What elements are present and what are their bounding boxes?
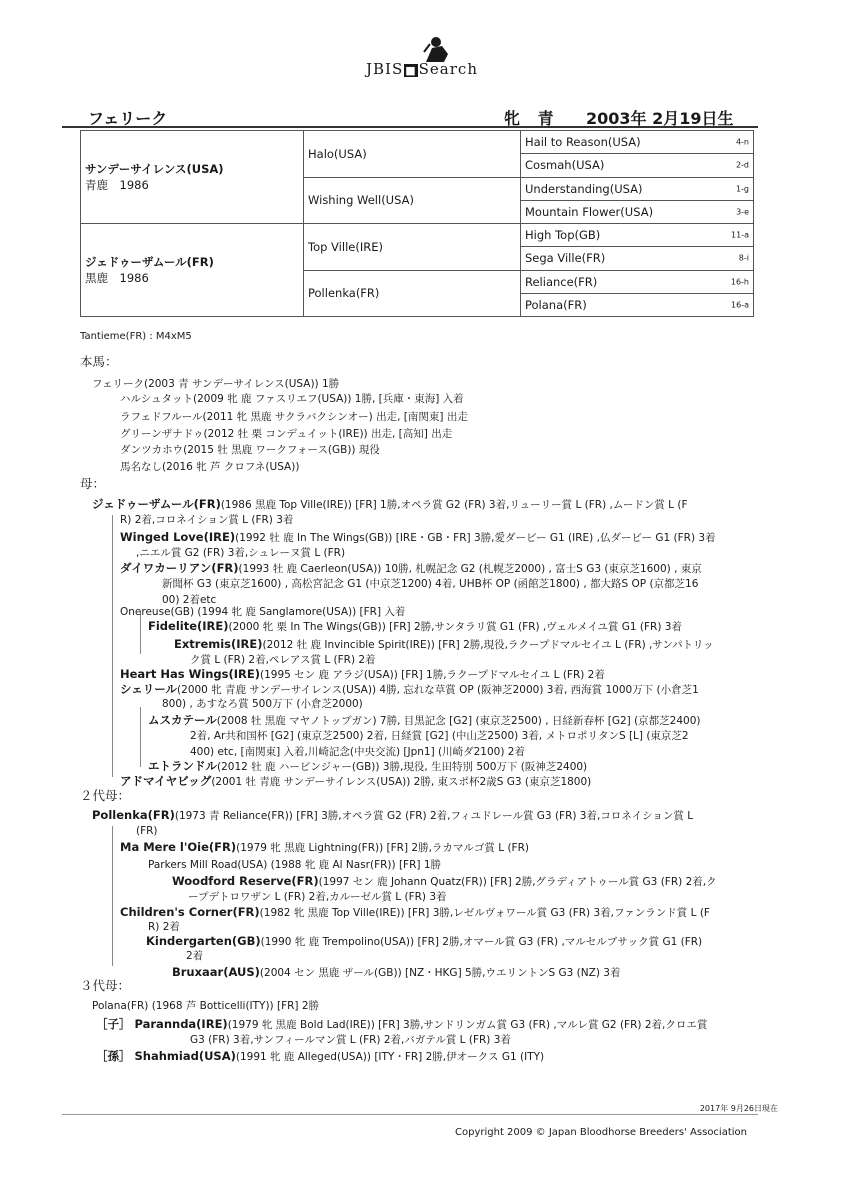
record-text: (2008 牡 黒鹿 マヤノトップガン) 7勝, 目黒記念 [G2] (東京芝2500) , 日経新春杯 [G2] (京都芝2400) (216, 715, 701, 727)
record-text: ラフェドフルール(2011 牝 黒鹿 サクラバクシンオー) 出走, [南関東] 出走 (120, 411, 468, 423)
record-text: Polana(FR) (1968 芦 Botticelli(ITY)) [FR] 2勝 (92, 1000, 320, 1012)
horse-name: フェリーク (88, 109, 168, 128)
record-line (148, 759, 587, 774)
logo-text-jbis: JBIS (366, 60, 404, 78)
record-line (190, 653, 376, 667)
family-number: 3-e (736, 207, 749, 217)
tree-guide (140, 707, 141, 767)
gen2-cell: Pollenka(FR) (304, 270, 521, 317)
horse-name-bold: ムスカテール (148, 713, 217, 727)
family-number: 8-i (738, 253, 749, 263)
horse-name-bold: アドマイヤビッグ (120, 774, 212, 788)
footer-rule (62, 1114, 758, 1115)
record-text: (1979 牝 黒鹿 Bold Lad(IRE)) [FR] 3勝,サンドリンガム賞 G3 (FR) ,マルレ賞 G2 (FR) 2着,クロエ賞 (227, 1019, 708, 1031)
sire-cell (81, 131, 304, 224)
record-line (120, 840, 529, 855)
logo-block-icon: ■ (405, 64, 417, 77)
record-line (172, 965, 620, 980)
record-line (92, 808, 693, 823)
record-line (120, 774, 591, 789)
dam-name: ジェドゥーザムール(FR) (85, 255, 214, 269)
gen3-cell: Sega Ville(FR) 8-i (521, 247, 754, 270)
family-number: 16-a (731, 300, 749, 310)
gen2-cell: Wishing Well(USA) (304, 177, 521, 224)
jbis-logo (366, 34, 486, 84)
record-text: (2012 牡 鹿 Invincible Spirit(IRE)) [FR] 2勝,現役,ラクープドマルセイユ L (FR) ,サンパトリッ (262, 639, 714, 651)
record-line (120, 410, 468, 424)
record-text: ク賞 L (FR) 2着,ペレアス賞 L (FR) 2着 (190, 654, 376, 666)
horse-name-bold: Extremis(IRE) (174, 637, 263, 651)
gen3-cell: Hail to Reason(USA) 4-n (521, 131, 754, 154)
record-text: 2着, Ar共和国杯 [G2] (東京芝2500) 2着, 日経賞 [G2] (中山芝2500) 3着, メトロポリタンS [L] (東京芝2 (190, 730, 689, 742)
record-text: (1990 牝 鹿 Trempolino(USA)) [FR] 2勝,オマール賞 G3 (FR) ,マルセルブサック賞 G1 (FR) (260, 936, 703, 948)
record-line (190, 745, 525, 759)
gen3-cell: Polana(FR) 16-a (521, 293, 754, 316)
horse-name-bold: Woodford Reserve(FR) (172, 874, 319, 888)
record-text: 新聞杯 G3 (東京芝1600) , 高松宮記念 G1 (中京芝1200) 4着, UHB杯 OP (函館芝1800) , 都大路S OP (京都芝16 (162, 578, 699, 590)
record-line (120, 561, 702, 576)
horse-name-bold: ジェドゥーザムール(FR) (92, 497, 221, 511)
record-text: ープデトロワザン L (FR) 2着,カルーゼル賞 L (FR) 3着 (188, 891, 447, 903)
horse-name-bold: エトランドル (148, 759, 217, 773)
record-line (120, 605, 405, 619)
gen2-cell: Halo(USA) (304, 131, 521, 178)
record-text: (2004 セン 黒鹿 ザール(GB)) [NZ・HKG] 5勝,ウエリントンS G3 (NZ) 3着 (259, 967, 621, 979)
record-line (120, 392, 464, 406)
record-text: (1973 青 Reliance(FR)) [FR] 3勝,オペラ賞 G2 (FR) 2着,フィユドレール賞 G3 (FR) 3着,コロネイション賞 L (174, 810, 694, 822)
record-line (172, 874, 717, 889)
horse-name-bold: Winged Love(IRE) (120, 530, 236, 544)
record-line (120, 427, 452, 441)
record-line (148, 619, 682, 634)
record-text: (1979 牝 黒鹿 Lightning(FR)) [FR] 2勝,ラカマルゴ賞 L (FR) (236, 842, 529, 854)
tree-guide (112, 826, 113, 966)
family-number: 11-a (731, 230, 749, 240)
record-text: 馬名なし(2016 牝 芦 クロフネ(USA)) (120, 461, 300, 473)
record-line (120, 667, 605, 682)
record-text: Onereuse(GB) (1994 牝 鹿 Sanglamore(USA)) [FR] 入着 (120, 606, 406, 618)
horse-name-bold: ダイワカーリアン(FR) (120, 561, 239, 575)
family-number: 16-h (730, 277, 749, 287)
record-text: (2001 牡 青鹿 サンデーサイレンス(USA)) 2勝, 東スポ杯2歳S G3 (東京芝1800) (211, 776, 592, 788)
sire-info: 青鹿 1986 (85, 178, 149, 192)
family-number: 4-n (735, 137, 749, 147)
section-gen2: ２代母： (80, 788, 131, 803)
record-line (148, 920, 180, 934)
record-line (120, 513, 293, 527)
sire-name: サンデーサイレンス(USA) (85, 162, 224, 176)
record-line (148, 858, 441, 872)
record-text: (1991 牝 鹿 Alleged(USA)) [ITY・FR] 2勝,伊オークス G1 (ITY) (235, 1051, 545, 1063)
horse-name-bold: Children's Corner(FR) (120, 905, 260, 919)
record-line (188, 890, 447, 904)
gen3-cell: High Top(GB) 11-a (521, 224, 754, 247)
record-line (148, 713, 700, 728)
dam-cell (81, 224, 304, 317)
horse-name-bold: Heart Has Wings(IRE) (120, 667, 260, 681)
record-text: 800) , あすなろ賞 500万下 (小倉芝2000) (162, 698, 363, 710)
record-line (92, 377, 339, 391)
tree-guide (112, 515, 113, 777)
gen2-cell: Top Ville(IRE) (304, 224, 521, 271)
record-text: G3 (FR) 3着,サンフィールマン賞 L (FR) 2着,バガテル賞 L (FR) 3着 (190, 1034, 511, 1046)
section-self: 本馬： (80, 354, 118, 369)
record-text: (1995 セン 鹿 アラジ(USA)) [FR] 1勝,ラクープドマルセイユ L (FR) 2着 (259, 669, 605, 681)
record-line (96, 1049, 544, 1064)
record-text: (1993 牡 鹿 Caerleon(USA)) 10勝, 札幌記念 G2 (札幌芝2000) , 富士S G3 (東京芝1600) , 東京 (238, 563, 702, 575)
record-text: フェリーク(2003 青 サンデーサイレンス(USA)) 1勝 (92, 378, 340, 390)
horse-name-bold: Bruxaar(AUS) (172, 965, 260, 979)
record-text: (1986 黒鹿 Top Ville(IRE)) [FR] 1勝,オペラ賞 G2 (FR) 3着,リューリー賞 L (FR) ,ムードン賞 L (F (220, 499, 688, 511)
record-line (120, 530, 716, 545)
horse-name-bold: Pollenka(FR) (92, 808, 175, 822)
record-text: (2000 牝 栗 In The Wings(GB)) [FR] 2勝,サンタラリ賞 G1 (FR) ,ヴェルメイユ賞 G1 (FR) 3着 (228, 621, 682, 633)
record-line (190, 729, 689, 743)
inbreeding-note: Tantieme(FR) : M4xM5 (80, 331, 192, 342)
record-line (136, 546, 345, 560)
logo-text-search: Search (418, 60, 478, 78)
horse-name-bold: Fidelite(IRE) (148, 619, 229, 633)
as-of-date: 2017年 9月26日現在 (699, 1104, 778, 1113)
section-gen3: ３代母： (80, 978, 131, 993)
record-line (186, 949, 203, 963)
record-line (120, 905, 710, 920)
record-text: R) 2着 (148, 921, 180, 933)
family-number: 2-d (735, 160, 749, 170)
record-text: R) 2着,コロネイション賞 L (FR) 3着 (120, 514, 294, 526)
gen3-cell: Mountain Flower(USA) 3-e (521, 200, 754, 223)
record-text: (1997 セン 鹿 Johann Quatz(FR)) [FR] 2勝,グラディアトゥール賞 G3 (FR) 2着,ク (318, 876, 717, 888)
horse-name-bold: ［孫］ Shahmiad(USA) (96, 1049, 236, 1063)
record-text: グリーンザナドゥ(2012 牡 栗 コンデュイット(IRE)) 出走, [高知] 出走 (120, 428, 453, 440)
pedigree-table (80, 130, 754, 317)
record-text: Parkers Mill Road(USA) (1988 牝 鹿 Al Nasr(FR)) [FR] 1勝 (148, 859, 442, 871)
sex-color: 牝 青 (504, 109, 560, 128)
gen3-cell: Understanding(USA) 1-g (521, 177, 754, 200)
record-text: (2000 牝 青鹿 サンデーサイレンス(USA)) 4勝, 忘れな草賞 OP (阪神芝2000) 3着, 西海賞 1000万下 (小倉芝1 (177, 684, 699, 696)
record-line (190, 1033, 511, 1047)
record-text: ,ニエル賞 G2 (FR) 3着,シュレーヌ賞 L (FR) (136, 547, 346, 559)
horse-name-bold: ［子］ Parannda(IRE) (96, 1017, 228, 1031)
record-text: ダンツカホウ(2015 牡 黒鹿 ワークフォース(GB)) 現役 (120, 444, 380, 456)
record-text: 2着 (186, 950, 204, 962)
record-line (162, 697, 363, 711)
horse-name-bold: Kindergarten(GB) (146, 934, 261, 948)
record-text: (FR) (136, 825, 158, 837)
record-line (174, 637, 714, 652)
record-line (146, 934, 702, 949)
copyright: Copyright 2009 © Japan Bloodhorse Breeders' Association (455, 1127, 747, 1138)
record-line (162, 577, 698, 591)
record-line (120, 460, 299, 474)
record-line (96, 1017, 707, 1032)
record-text: (2012 牡 鹿 ハービンジャー(GB)) 3勝,現役, 生田特別 500万下 (阪神芝2400) (217, 761, 588, 773)
record-text: (1992 牡 鹿 In The Wings(GB)) [IRE・GB・FR] 3勝,愛ダービー G1 (IRE) ,仏ダービー G1 (FR) 3着 (235, 532, 716, 544)
section-dam: 母： (80, 476, 106, 491)
record-line (136, 824, 158, 838)
record-text: (1982 牝 黒鹿 Top Ville(IRE)) [FR] 3勝,レゼルヴォワール賞 G3 (FR) 3着,ファンランド賞 L (F (259, 907, 710, 919)
record-text: 400) etc, [南関東] 入着,川崎記念(中央交流) [Jpn1] (川崎ダ2100) 2着 (190, 746, 525, 758)
header-rule (62, 126, 758, 128)
horse-name-bold: シェリール (120, 682, 178, 696)
dam-info: 黒鹿 1986 (85, 271, 149, 285)
record-line (92, 497, 688, 512)
record-text: 00) 2着etc (162, 594, 217, 606)
gen3-cell: Reliance(FR) 16-h (521, 270, 754, 293)
gen3-cell: Cosmah(USA) 2-d (521, 154, 754, 177)
record-line (120, 682, 699, 697)
record-line (92, 999, 319, 1013)
birth-date: 2003年 2月19日生 (586, 109, 734, 128)
family-number: 1-g (735, 184, 749, 194)
record-line (120, 443, 380, 457)
record-text: ハルシュタット(2009 牝 鹿 ファスリエフ(USA)) 1勝, [兵庫・東海] 入着 (120, 393, 464, 405)
horse-name-bold: Ma Mere l'Oie(FR) (120, 840, 237, 854)
